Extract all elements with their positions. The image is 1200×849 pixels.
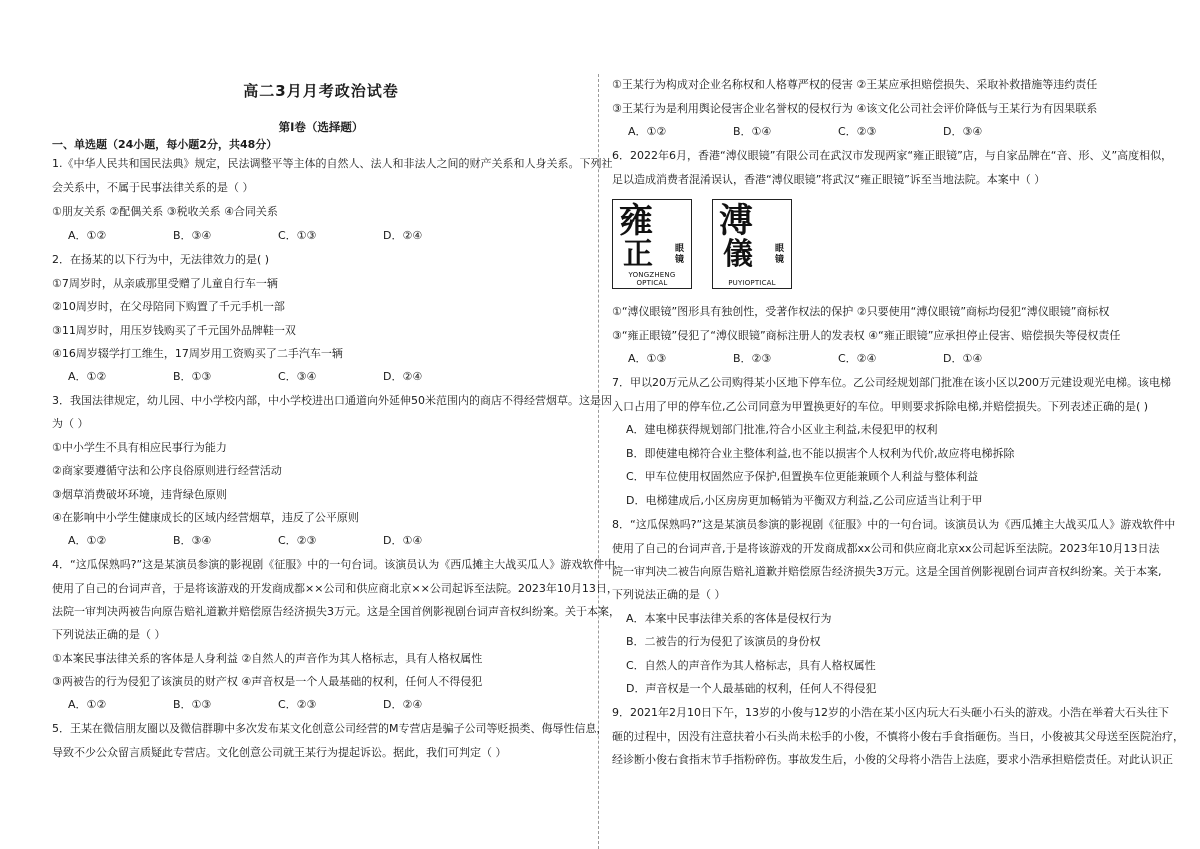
question-text: 院一审判决二被告向原告赔礼道歉并赔偿原告经济损失3万元。这是全国首例影视剧台词声音权纠纷案。关于本案,: [612, 565, 1162, 578]
option: D．①④: [943, 352, 983, 365]
question-text: 会关系中，不属于民事法律关系的是（ ）: [52, 181, 254, 194]
option: B．①③: [173, 698, 212, 711]
statement: ①朋友关系 ②配偶关系 ③税收关系 ④合同关系: [52, 205, 278, 218]
option: A．①②: [68, 698, 107, 711]
question-text: 下列说法正确的是（ ）: [612, 588, 726, 601]
question-text: 4．“这瓜保熟吗?”这是某演员参演的影视剧《征服》中的一句台词。该演员认为《西瓜摊主大战买瓜人》游戏软件中: [52, 558, 616, 571]
option: A．①②: [68, 534, 107, 547]
answer-options: [68, 370, 488, 384]
option-line: A．本案中民事法律关系的客体是侵权行为: [626, 612, 832, 625]
question-text: 6．2022年6月，香港“溥仪眼镜”有限公司在武汉市发现两家“雍正眼镜”店，与自家品牌在“音、形、义”高度相似，: [612, 149, 1173, 162]
question-text: 5．王某在微信朋友圈以及微信群聊中多次发布某文化创意公司经营的M专营店是骗子公司等贬损类、侮辱性信息，: [52, 722, 608, 735]
question-text: 7．甲以20万元从乙公司购得某小区地下停车位。乙公司经规划部门批准在该小区以200万元建设观光电梯。该电梯: [612, 376, 1171, 389]
option: A．①②: [68, 370, 107, 383]
option: A．①②: [628, 125, 667, 138]
option-line: D．声音权是一个人最基础的权利，任何人不得侵犯: [626, 682, 877, 695]
statement: ①7周岁时，从亲戚那里受赠了儿童自行车一辆: [52, 277, 278, 290]
option-line: B．即使建电梯符合业主整体利益,也不能以损害个人权利为代价,故应将电梯拆除: [626, 447, 1015, 460]
option-line: A．建电梯获得规划部门批准,符合小区业主利益,未侵犯甲的权利: [626, 423, 938, 436]
question-text: 导致不少公众留言质疑此专营店。文化创意公司就王某行为提起诉讼。据此，我们可判定（ ）: [52, 746, 507, 759]
exam-title: 高二3月月考政治试卷: [243, 82, 399, 100]
option: A．①②: [68, 229, 107, 242]
logo-char: 雍: [619, 201, 653, 241]
option: B．①③: [173, 370, 212, 383]
question-text: 下列说法正确的是（ ）: [52, 628, 166, 641]
statement: ①王某行为构成对企业名称权和人格尊严权的侵害 ②王某应承担赔偿损失、采取补救措施等违约责任: [612, 78, 1098, 91]
answer-options: [628, 352, 1048, 366]
statement: ③“雍正眼镜”侵犯了“溥仪眼镜”商标注册人的发表权 ④“雍正眼镜”应承担停止侵害、赔偿损失等侵权责任: [612, 329, 1121, 342]
option-line: D．电梯建成后,小区房房更加畅销为平衡双方利益,乙公司应适当让利于甲: [626, 494, 983, 507]
yongzheng-logo: [612, 199, 692, 289]
answer-options: [68, 698, 488, 712]
logo-char: 溥: [719, 201, 753, 241]
option: B．③④: [173, 534, 212, 547]
option: C．②③: [278, 534, 317, 547]
question-text: 入口占用了甲的停车位,乙公司同意为甲置换更好的车位。甲则要求拆除电梯,并赔偿损失。下列表述正确的是( ): [612, 400, 1149, 413]
question-text: 砸的过程中，因没有注意扶着小石头尚未松手的小俊，不慎将小俊右手食指砸伤。当日，小俊被其父母送至医院治疗，: [612, 730, 1184, 743]
question-text: 8．“这瓜保熟吗?”这是某演员参演的影视剧《征服》中的一句台词。该演员认为《西瓜摊主大战买瓜人》游戏软件中: [612, 518, 1176, 531]
logo-char: 儀: [723, 237, 753, 272]
option: A．①③: [628, 352, 667, 365]
statement: ①“溥仪眼镜”图形具有独创性，受著作权法的保护 ②只要使用“溥仪眼镜”商标均侵犯“溥仪眼镜”商标权: [612, 305, 1110, 318]
logo-sub: 眼镜: [775, 244, 785, 265]
statement: ④在影响中小学生健康成长的区域内经营烟草，违反了公平原则: [52, 511, 359, 524]
question-text: 2．在扬某的以下行为中，无法律效力的是( ): [52, 253, 270, 266]
option: D．③④: [943, 125, 983, 138]
option: C．①③: [278, 229, 317, 242]
statement: ③两被告的行为侵犯了该演员的财产权 ④声音权是一个人最基础的权利，任何人不得侵犯: [52, 675, 483, 688]
answer-options: [68, 534, 488, 548]
statement: ④16周岁辍学打工维生，17周岁用工资购买了二手汽车一辆: [52, 347, 343, 360]
answer-options: [628, 125, 1048, 139]
option: D．②④: [383, 229, 423, 242]
puyi-logo: [712, 199, 792, 289]
option-line: C．甲车位使用权固然应予保护,但置换车位更能兼顾个人利益与整体利益: [626, 470, 979, 483]
option: C．③④: [278, 370, 317, 383]
statement: ②10周岁时，在父母陪同下购置了千元手机一部: [52, 300, 285, 313]
option: C．②④: [838, 352, 877, 365]
option: B．②③: [733, 352, 772, 365]
answer-options: [68, 229, 488, 243]
question-text: 经诊断小俊右食指末节手指粉碎伤。事故发生后，小俊的父母将小浩告上法庭，要求小浩承担赔偿责任。对此认识正: [612, 753, 1173, 766]
option: D．②④: [383, 698, 423, 711]
logo-caption: YONGZHENG OPTICAL: [628, 271, 676, 287]
option: B．①④: [733, 125, 772, 138]
statement: ①本案民事法律关系的客体是人身利益 ②自然人的声音作为其人格标志，具有人格权属性: [52, 652, 483, 665]
question-text: 为（ ）: [52, 417, 89, 430]
option: B．③④: [173, 229, 212, 242]
logo-char: 正: [623, 237, 653, 272]
question-text: 9．2021年2月10日下午，13岁的小俊与12岁的小浩在某小区内玩大石头砸小石头的游戏。小浩在举着大石头往下: [612, 706, 1169, 719]
statement: ③烟草消费破坏环境，违背绿色原则: [52, 488, 227, 501]
option: C．②③: [838, 125, 877, 138]
statement: ②商家要遵循守法和公序良俗原则进行经营活动: [52, 464, 282, 477]
question-text: 法院一审判决两被告向原告赔礼道歉并赔偿原告经济损失3万元。这是全国首例影视剧台词声音权纠纷案。关于本案，: [52, 605, 620, 618]
statement: ③王某行为是利用舆论侵害企业名誉权的侵权行为 ④该文化公司社会评价降低与王某行为有因果联系: [612, 102, 1098, 115]
part-title: 第Ⅰ卷（选择题）: [278, 120, 364, 134]
question-text: 使用了自己的台词声音,于是将该游戏的开发商成都xx公司和供应商北京xx公司起诉至法院。2023年10月13日法: [612, 542, 1160, 555]
statement: ③11周岁时，用压岁钱购买了千元国外品牌鞋一双: [52, 324, 296, 337]
question-text: 足以造成消费者混淆误认，香港“溥仪眼镜”将武汉“雍正眼镜”诉至当地法院。本案中（ ）: [612, 173, 1046, 186]
question-text: 3．我国法律规定，幼儿园、中小学校内部，中小学校进出口通道向外延伸50米范围内的商店不得经营烟草。这是因: [52, 394, 612, 407]
question-text: 使用了自己的台词声音，于是将该游戏的开发商成都××公司和供应商北京××公司起诉至法院。2023年10月13日，: [52, 582, 618, 595]
statement: ①中小学生不具有相应民事行为能力: [52, 441, 227, 454]
logo-caption: PUYIOPTICAL: [728, 279, 776, 287]
question-text: 1.《中华人民共和国民法典》规定，民法调整平等主体的自然人、法人和非法人之间的财产关系和人身关系。下列社: [52, 157, 613, 170]
option: D．①④: [383, 534, 423, 547]
logo-sub: 眼镜: [675, 244, 685, 265]
option-line: C．自然人的声音作为其人格标志，具有人格权属性: [626, 659, 876, 672]
option-line: B．二被告的行为侵犯了该演员的身份权: [626, 635, 821, 648]
section-heading: 一、单选题（24小题，每小题2分，共48分）: [52, 138, 278, 151]
option: D．②④: [383, 370, 423, 383]
option: C．②③: [278, 698, 317, 711]
